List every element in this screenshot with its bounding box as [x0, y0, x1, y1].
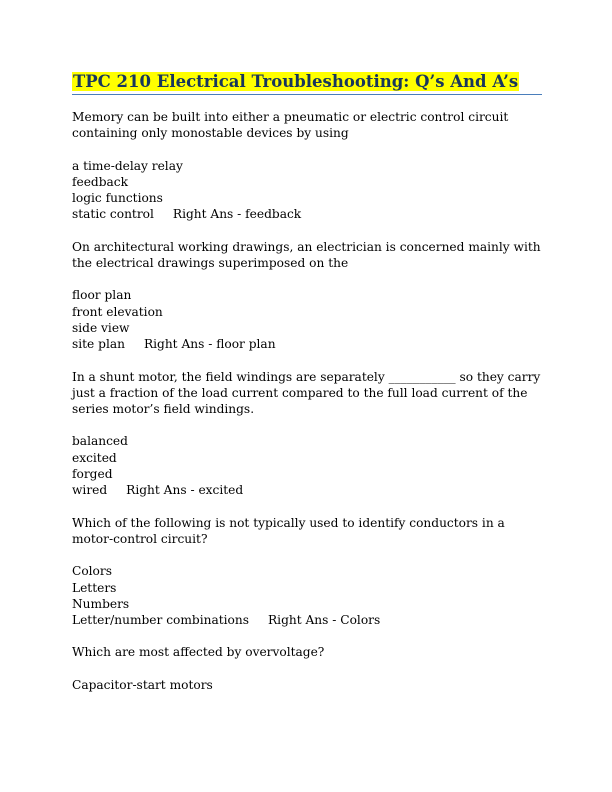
question-text: On architectural working drawings, an electrician is concerned mainly with the electrical drawings superimposed on the	[72, 239, 541, 271]
options-list	[72, 677, 542, 693]
right-answer: Right Ans - excited	[126, 483, 244, 498]
right-answer: Right Ans - feedback	[172, 207, 302, 222]
option-with-answer	[72, 206, 542, 222]
option: Numbers	[72, 596, 130, 611]
title-rule	[72, 72, 542, 95]
option-with-answer	[72, 336, 542, 352]
option: Capacitor-start motors	[72, 677, 213, 692]
option: a time-delay relay	[72, 158, 183, 173]
question-text: In a shunt motor, the field windings are separately ___________ so they carry just a fraction of the load current compared to the full load current of the series motor’s field windings.	[72, 369, 541, 417]
options-list	[72, 158, 542, 223]
options-list	[72, 433, 542, 498]
option: floor plan	[72, 288, 132, 303]
option: Colors	[72, 564, 112, 579]
document-title: TPC 210 Electrical Troubleshooting: Q’s And A’s	[73, 72, 519, 91]
option-with-answer	[72, 612, 542, 628]
option: site plan	[72, 337, 125, 352]
question-text: Which are most affected by overvoltage?	[72, 645, 325, 660]
option: balanced	[72, 434, 128, 449]
option-with-answer	[72, 482, 542, 498]
option: front elevation	[72, 304, 163, 319]
right-answer: Right Ans - Colors	[268, 613, 381, 628]
options-list	[72, 563, 542, 628]
option: excited	[72, 450, 117, 465]
option: Letters	[72, 580, 117, 595]
option: forged	[72, 467, 113, 482]
option: side view	[72, 320, 130, 335]
option: logic functions	[72, 191, 163, 206]
option: Letter/number combinations	[72, 613, 249, 628]
option: static control	[72, 207, 154, 222]
option: wired	[72, 483, 108, 498]
question-text: Which of the following is not typically used to identify conductors in a motor-control circuit?	[72, 515, 505, 546]
question-text: Memory can be built into either a pneumatic or electric control circuit containing only monostable devices by using	[72, 110, 509, 141]
document-page	[72, 72, 542, 709]
right-answer: Right Ans - floor plan	[143, 337, 276, 352]
options-list	[72, 287, 542, 352]
option: feedback	[72, 174, 129, 189]
